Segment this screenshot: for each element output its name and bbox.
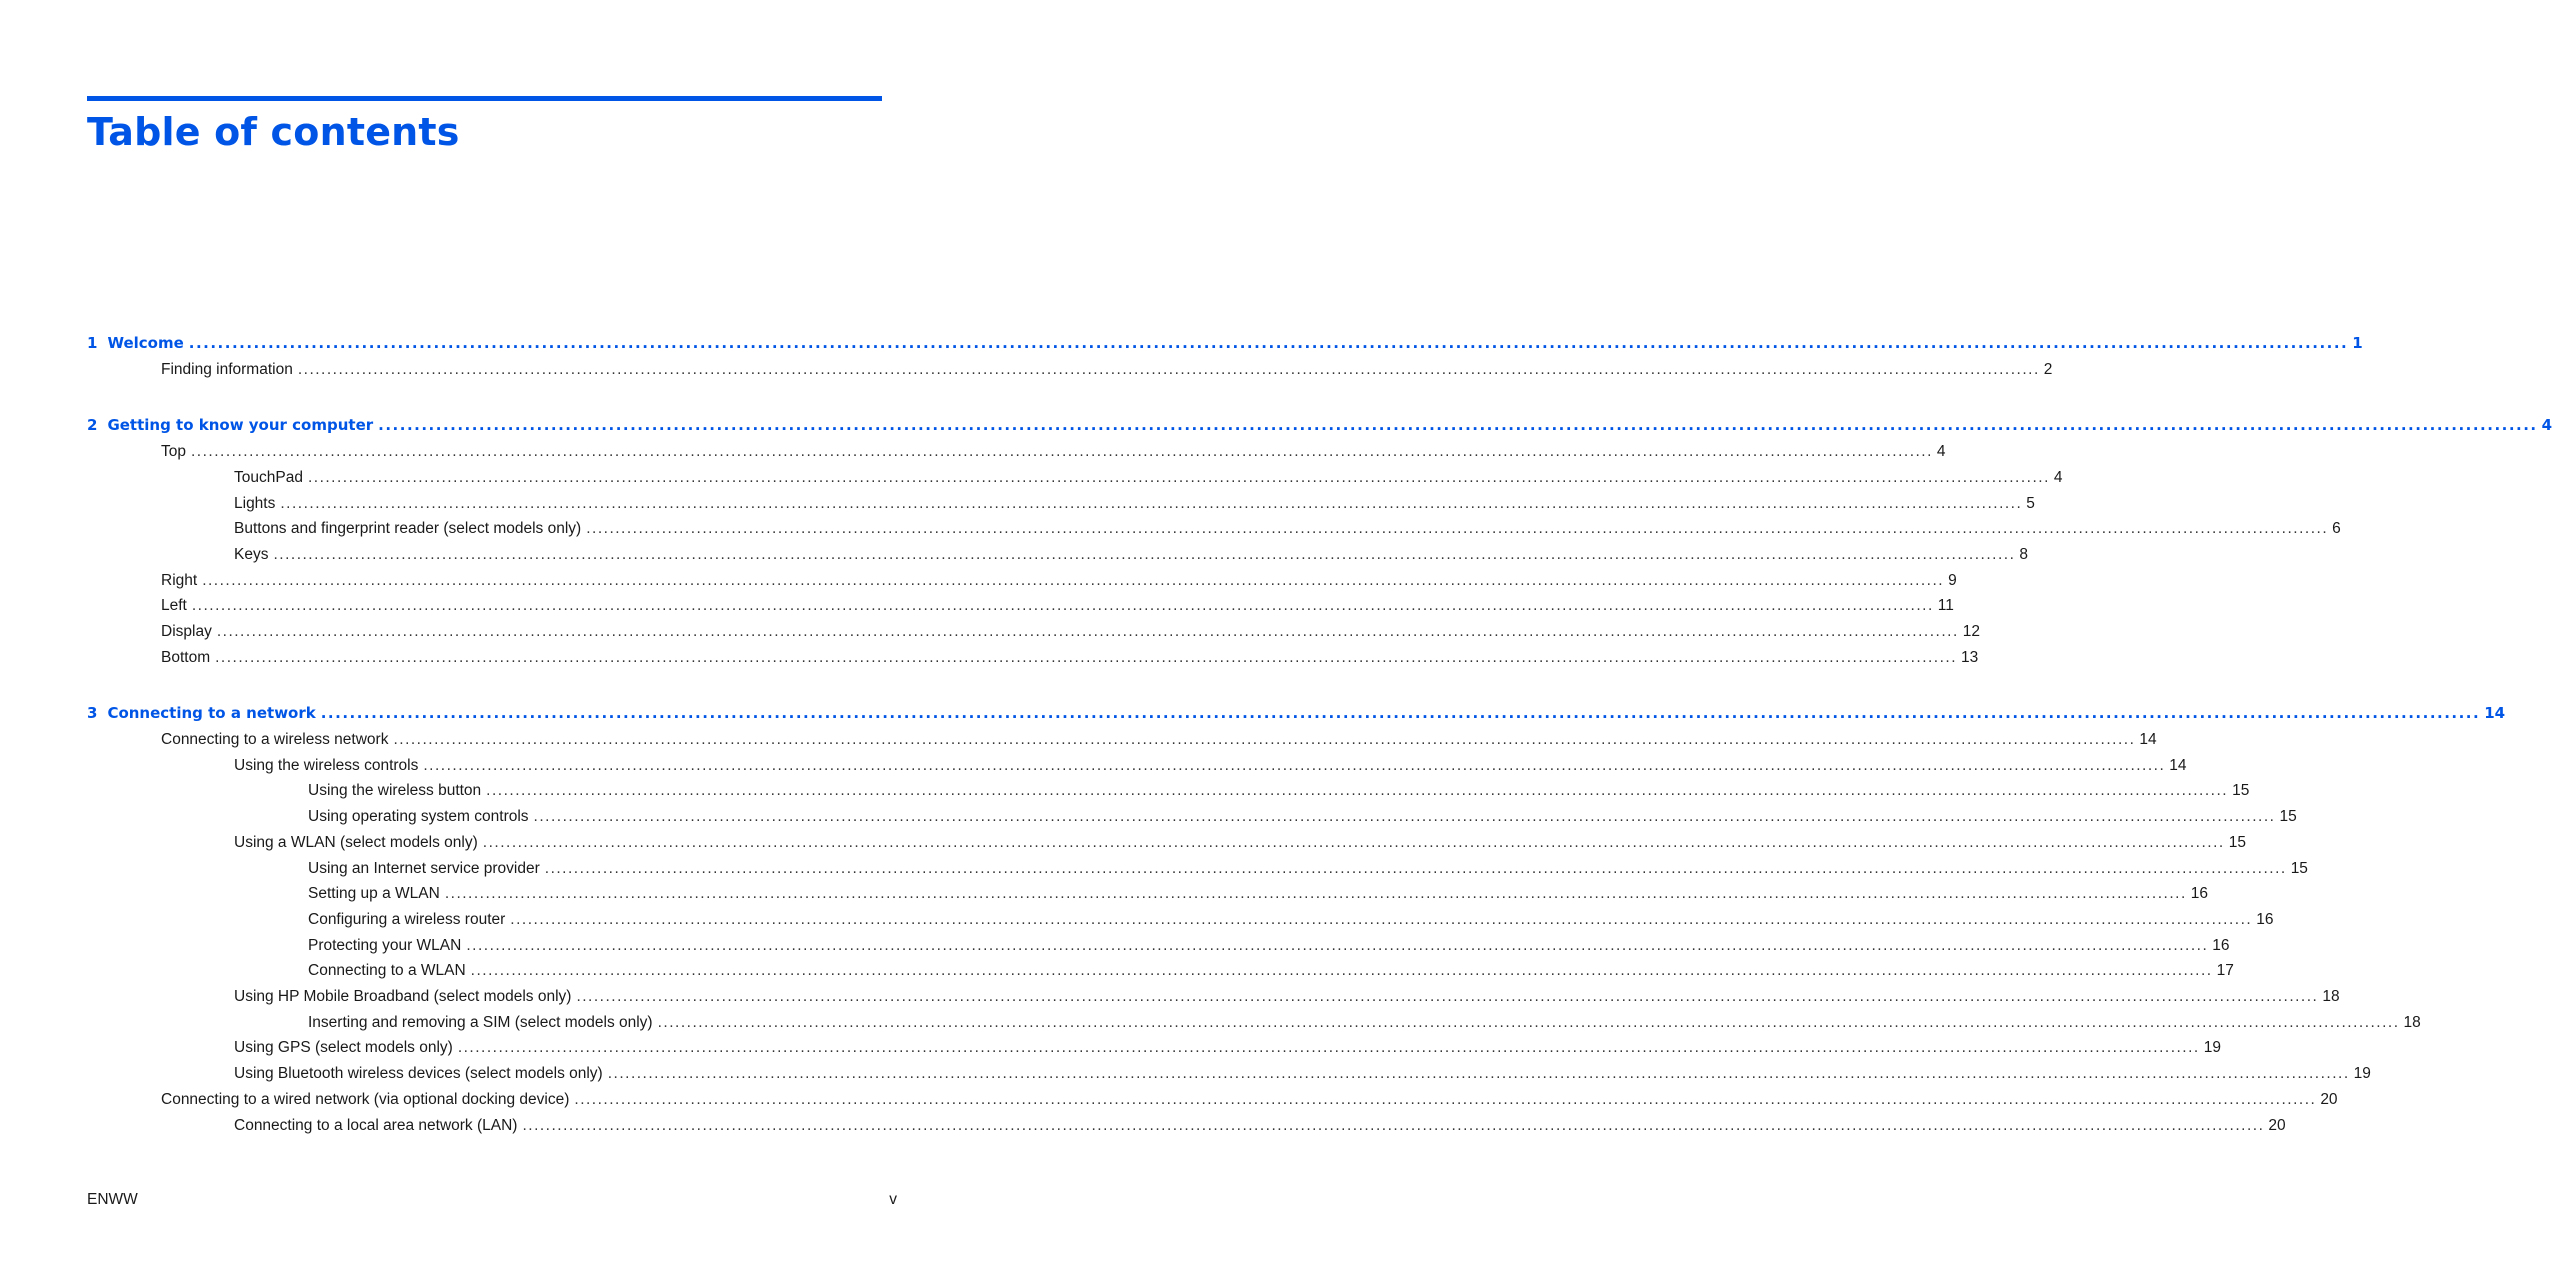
toc-entry-label: Connecting to a network bbox=[107, 704, 316, 722]
toc-leader-dots: ............................................................................................................................................................................................................................................................................................................ bbox=[576, 988, 2319, 1005]
toc-entry-label: Buttons and fingerprint reader (select models only) bbox=[234, 520, 582, 538]
toc-entry[interactable] bbox=[308, 859, 2308, 879]
toc-chapter-entry[interactable] bbox=[87, 415, 2552, 435]
toc-entry[interactable] bbox=[161, 571, 1957, 591]
toc-leader-dots: ............................................................................................................................................................................................................................................................................................................ bbox=[457, 1039, 2200, 1057]
toc-leader-dots: ............................................................................................................................................................................................................................................................................................................ bbox=[444, 885, 2187, 903]
toc-entry-label: Top bbox=[161, 443, 186, 461]
toc-entry-label: Protecting your WLAN bbox=[308, 936, 462, 954]
toc-entry[interactable] bbox=[308, 807, 2297, 827]
toc-chapter-entry[interactable] bbox=[87, 333, 2363, 353]
toc-page-number: 12 bbox=[1962, 623, 1980, 641]
toc-page-number: 20 bbox=[2268, 1116, 2286, 1134]
toc-entry-label: Right bbox=[161, 571, 198, 589]
toc-leader-dots: ............................................................................................................................................................................................................................................................................................................ bbox=[378, 416, 2538, 435]
footer-left: ENWW bbox=[87, 1191, 138, 1208]
toc-entry[interactable] bbox=[234, 1116, 2286, 1136]
toc-leader-dots: ............................................................................................................................................................................................................................................................................................................ bbox=[466, 936, 2209, 954]
toc-entry-label: Inserting and removing a SIM (select models only) bbox=[308, 1013, 653, 1031]
toc-leader-dots: ............................................................................................................................................................................................................................................................................................................ bbox=[191, 443, 1933, 461]
toc-page-number: 19 bbox=[2353, 1065, 2371, 1083]
toc-page-number: 4 bbox=[2541, 416, 2552, 435]
toc-leader-dots: ............................................................................................................................................................................................................................................................................................................ bbox=[510, 910, 2253, 928]
toc-entry-label: Using operating system controls bbox=[308, 808, 529, 826]
toc-entry[interactable] bbox=[308, 961, 2234, 981]
toc-page-number: 1 bbox=[2352, 334, 2363, 352]
toc-leader-dots: ............................................................................................................................................................................................................................................................................................................ bbox=[533, 808, 2276, 826]
toc-page-number: 20 bbox=[2320, 1090, 2338, 1108]
toc-page-number: 15 bbox=[2290, 859, 2308, 877]
toc-entry[interactable] bbox=[234, 519, 2341, 539]
toc-entry[interactable] bbox=[161, 1090, 2338, 1110]
toc-leader-dots: ............................................................................................................................................................................................................................................................................................................ bbox=[574, 1090, 2317, 1108]
toc-leader-dots: ............................................................................................................................................................................................................................................................................................................ bbox=[393, 731, 2136, 748]
toc-entry[interactable] bbox=[234, 1064, 2371, 1084]
toc-entry[interactable] bbox=[234, 494, 2035, 514]
toc-entry-label: Using a WLAN (select models only) bbox=[234, 833, 478, 851]
footer-page-number: v bbox=[889, 1191, 897, 1208]
toc-entry[interactable] bbox=[308, 884, 2208, 904]
toc-entry-label: Using GPS (select models only) bbox=[234, 1039, 453, 1057]
toc-entry-label: Connecting to a wired network (via optional docking device) bbox=[161, 1090, 570, 1108]
toc-entry-label: Keys bbox=[234, 546, 269, 563]
toc-page-number: 6 bbox=[2332, 520, 2341, 538]
toc-leader-dots: ............................................................................................................................................................................................................................................................................................................ bbox=[307, 468, 2050, 486]
toc-page-number: 5 bbox=[2026, 494, 2035, 512]
toc-leader-dots: ............................................................................................................................................................................................................................................................................................................ bbox=[202, 571, 1945, 589]
toc-entry[interactable] bbox=[161, 360, 2053, 380]
toc-entry[interactable] bbox=[308, 1013, 2421, 1033]
toc-page-number: 15 bbox=[2279, 808, 2297, 826]
toc-leader-dots: ............................................................................................................................................................................................................................................................................................................ bbox=[191, 597, 1934, 615]
toc-page-number: 15 bbox=[2232, 782, 2250, 800]
toc-entry-label: Getting to know your computer bbox=[107, 416, 374, 435]
toc-leader-dots: ............................................................................................................................................................................................................................................................................................................ bbox=[657, 1013, 2400, 1031]
toc-entry[interactable] bbox=[308, 936, 2230, 956]
toc-entry-label: Finding information bbox=[161, 361, 293, 378]
toc-entry-label: Display bbox=[161, 623, 212, 641]
page-title: Table of contents bbox=[87, 110, 460, 154]
toc-entry-label: Using the wireless button bbox=[308, 782, 482, 800]
toc-page-number: 11 bbox=[1937, 597, 1954, 615]
toc-page-number: 18 bbox=[2403, 1013, 2421, 1031]
toc-entry-label: Bottom bbox=[161, 648, 211, 666]
toc-entry[interactable] bbox=[234, 545, 2029, 565]
toc-leader-dots: ............................................................................................................................................................................................................................................................................................................ bbox=[522, 1116, 2265, 1134]
toc-page-number: 16 bbox=[2212, 936, 2230, 954]
toc-leader-dots: ............................................................................................................................................................................................................................................................................................................ bbox=[470, 962, 2213, 980]
toc-page-number: 19 bbox=[2203, 1039, 2221, 1057]
toc-entry[interactable] bbox=[234, 987, 2340, 1007]
toc-entry[interactable] bbox=[161, 730, 2157, 750]
toc-leader-dots: ............................................................................................................................................................................................................................................................................................................ bbox=[280, 494, 2023, 512]
toc-entry-label: Setting up a WLAN bbox=[308, 885, 440, 903]
toc-entry[interactable] bbox=[234, 756, 2187, 776]
toc-page-number: 14 bbox=[2139, 731, 2157, 748]
toc-leader-dots: ............................................................................................................................................................................................................................................................................................................ bbox=[216, 623, 1959, 641]
toc-page-number: 9 bbox=[1948, 571, 1957, 589]
toc-page-number: 2 bbox=[2043, 361, 2053, 378]
toc-entry[interactable] bbox=[308, 910, 2274, 930]
toc-chapter-number: 1 bbox=[87, 334, 98, 352]
toc-entry[interactable] bbox=[161, 442, 1946, 462]
toc-entry-label: Using HP Mobile Broadband (select models only) bbox=[234, 988, 572, 1005]
toc-entry-label: Configuring a wireless router bbox=[308, 910, 506, 928]
toc-leader-dots: ............................................................................................................................................................................................................................................................................................................ bbox=[320, 704, 2481, 722]
toc-entry-label: Connecting to a WLAN bbox=[308, 962, 466, 980]
toc-leader-dots: ............................................................................................................................................................................................................................................................................................................ bbox=[544, 859, 2287, 877]
toc-entry-label: Connecting to a wireless network bbox=[161, 731, 389, 748]
toc-leader-dots: ............................................................................................................................................................................................................................................................................................................ bbox=[486, 782, 2229, 800]
toc-chapter-entry[interactable] bbox=[87, 703, 2506, 723]
toc-entry-label: Using an Internet service provider bbox=[308, 859, 540, 877]
toc-entry-label: Using Bluetooth wireless devices (select models only) bbox=[234, 1065, 603, 1083]
toc-entry-label: Lights bbox=[234, 494, 276, 512]
toc-leader-dots: ............................................................................................................................................................................................................................................................................................................ bbox=[607, 1065, 2350, 1083]
toc-entry[interactable] bbox=[161, 622, 1980, 642]
toc-page-number: 16 bbox=[2256, 910, 2274, 928]
toc-chapter-number: 3 bbox=[87, 704, 98, 722]
toc-leader-dots: ............................................................................................................................................................................................................................................................................................................ bbox=[482, 833, 2225, 851]
toc-page-number: 16 bbox=[2190, 885, 2208, 903]
toc-leader-dots: ............................................................................................................................................................................................................................................................................................................ bbox=[188, 334, 2349, 352]
toc-entry[interactable] bbox=[308, 781, 2250, 801]
toc-page-number: 18 bbox=[2322, 988, 2340, 1005]
toc-entry-label: Welcome bbox=[107, 334, 184, 352]
toc-page-number: 14 bbox=[2169, 756, 2187, 774]
toc-leader-dots: ............................................................................................................................................................................................................................................................................................................ bbox=[423, 756, 2166, 774]
toc-entry[interactable] bbox=[234, 833, 2246, 853]
toc-page-number: 17 bbox=[2216, 962, 2234, 980]
toc-page-number: 4 bbox=[2053, 468, 2063, 486]
toc-page-number: 8 bbox=[2019, 546, 2029, 563]
toc-page-number: 13 bbox=[1961, 648, 1979, 666]
toc-page-number: 14 bbox=[2484, 704, 2506, 722]
toc-entry-label: TouchPad bbox=[234, 468, 303, 486]
toc-entry-label: Using the wireless controls bbox=[234, 756, 419, 774]
toc-entry[interactable] bbox=[161, 648, 1979, 668]
toc-entry-label: Connecting to a local area network (LAN) bbox=[234, 1116, 518, 1134]
toc-entry[interactable] bbox=[234, 1038, 2221, 1058]
toc-leader-dots: ............................................................................................................................................................................................................................................................................................................ bbox=[586, 520, 2329, 538]
toc-chapter-number: 2 bbox=[87, 416, 98, 435]
toc-leader-dots: ............................................................................................................................................................................................................................................................................................................ bbox=[297, 361, 2040, 378]
toc-leader-dots: ............................................................................................................................................................................................................................................................................................................ bbox=[273, 546, 2016, 563]
toc-page-number: 15 bbox=[2228, 833, 2246, 851]
toc-leader-dots: ............................................................................................................................................................................................................................................................................................................ bbox=[215, 648, 1958, 666]
toc-entry[interactable] bbox=[234, 468, 2063, 488]
toc-entry[interactable] bbox=[161, 596, 1954, 616]
toc-page-number: 4 bbox=[1936, 443, 1946, 461]
toc-entry-label: Left bbox=[161, 597, 187, 615]
